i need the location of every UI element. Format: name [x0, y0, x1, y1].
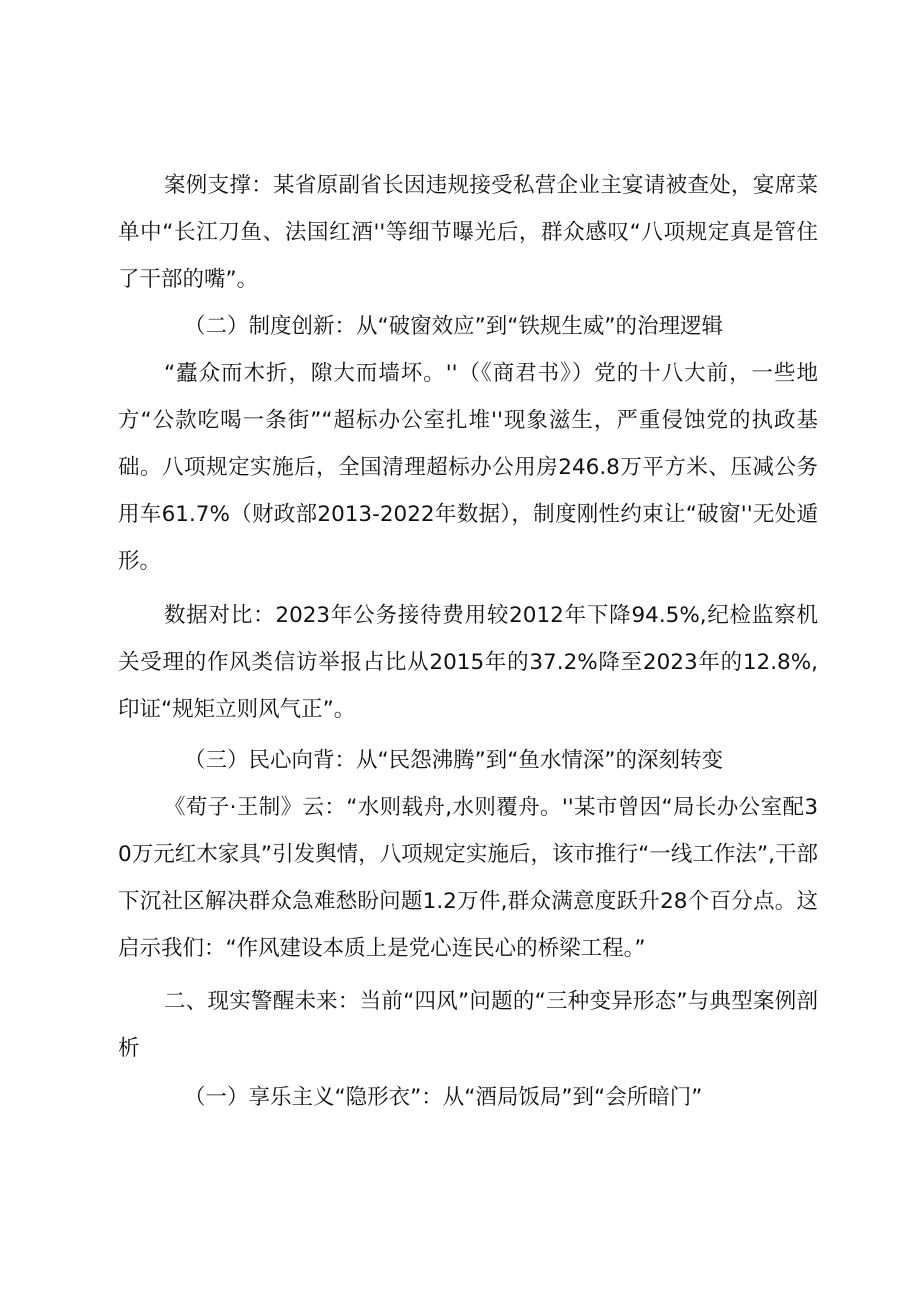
subheading-institutional-innovation: （二）制度创新：从“破窗效应”到“铁规生威”的治理逻辑	[184, 314, 724, 339]
paragraph-data-comparison: 数据对比：2023年公务接待费用较2012年下降94.5%,纪检监察机关受理的作风类信访举报占比从2015年的37.2%降至2023年的12.8%,印证“规矩立则风气正”。	[118, 603, 818, 722]
subheading-public-sentiment: （三）民心向背：从“民怨沸腾”到“鱼水情深”的深刻转变	[184, 748, 724, 773]
section-heading-reality-warning: 二、现实警醒未来：当前“四风”问题的“三种变异形态”与典型案例剖析	[118, 989, 818, 1061]
subheading-hedonism: （一）享乐主义“隐形衣”：从“酒局饭局”到“会所暗门”	[184, 1085, 703, 1110]
paragraph-institutional-innovation: “蠹众而木折，隙大而墙坏。''（《商君书》）党的十八大前，一些地方“公款吃喝一条街”“超标办公室扎堆''现象滋生，严重侵蚀党的执政基础。八项规定实施后，全国清理超标办公用房246.8万平方米、压减公务用车61.7%（财政部2013-2022年数据），制度刚性约束让“破窗''无处遁形。	[118, 361, 818, 574]
paragraph-case-support: 案例支撑：某省原副省长因违规接受私营企业主宴请被查处，宴席菜单中“长江刀鱼、法国红酒''等细节曝光后，群众感叹“八项规定真是管住了干部的嘴”。	[118, 173, 818, 292]
paragraph-public-sentiment: 《荀子·王制》云：“水则载舟,水则覆舟。''某市曾因“局长办公室配30万元红木家具”引发舆情，八项规定实施后，该市推行“一线工作法”,干部下沉社区解决群众急难愁盼问题1.2万件,群众满意度跃升28个百分点。这启示我们：“作风建设本质上是党心连民心的桥梁工程。”	[118, 795, 818, 961]
